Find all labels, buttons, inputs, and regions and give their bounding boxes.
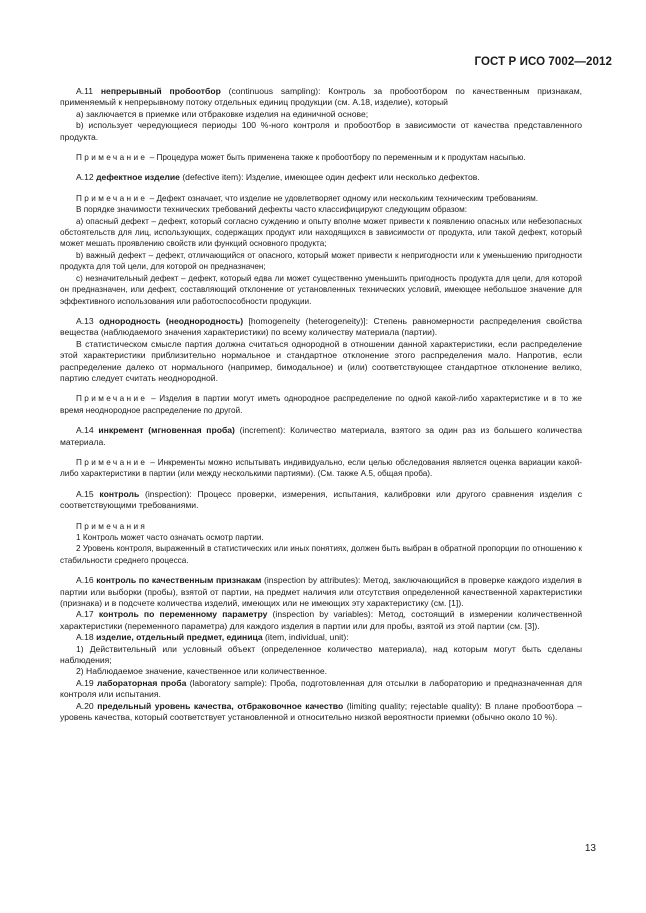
paragraph-a12 xyxy=(60,172,582,183)
document-body xyxy=(60,86,582,724)
clause-number: A.16 xyxy=(76,575,97,586)
list-item: b) важный дефект – дефект, отличающийся от опасного, который может привести к непригодности или к уменьшению пригодности продукта для той цели, для которой он предназначен; xyxy=(60,250,582,272)
term: однородность (неоднородность) xyxy=(99,315,244,326)
note-continuation: В порядке значимости технических требований дефекты часто классифицируют следующим образом: xyxy=(76,205,468,215)
term: контроль xyxy=(99,488,140,499)
paragraph-a11 xyxy=(60,86,582,109)
clause-number: A.13 xyxy=(76,315,100,326)
definition: (inspection by variables): Метод, состоящий в измерении количественной характеристики (переменного параметра) для каждого изделия в партии или для пробы, взятой из этой партии (см. [3]). xyxy=(60,609,582,631)
clause-number: A.12 xyxy=(76,172,97,183)
term: дефектное изделие xyxy=(96,172,180,183)
list-item: c) незначительный дефект – дефект, который едва ли может существенно уменьшить пригодность продукта для цели, для которой он предназначен, или дефект, составляющий отклонение от установленных технических условий, имеющее небольшое значение для эффективного использования или работоспособности продукции. xyxy=(60,273,582,306)
paragraph-a20 xyxy=(60,701,582,724)
note-text: – Дефект означает, что изделие не удовлетворяет одному или нескольким техническим требованиям. xyxy=(147,193,539,203)
paragraph-a19 xyxy=(60,678,582,701)
term: непрерывный пробоотбор xyxy=(100,86,221,96)
document-code: ГОСТ Р ИСО 7002—2012 xyxy=(474,56,612,68)
note-label: Примечание xyxy=(76,153,148,163)
list-item: a) заключается в приемке или отбраковке изделия на единичной основе; xyxy=(76,108,369,119)
paragraph-a15 xyxy=(60,489,582,512)
note-label: Примечание xyxy=(76,193,148,203)
page-number: 13 xyxy=(584,843,596,854)
definition: (item, individual, unit): xyxy=(262,632,349,643)
clause-number: A.17 xyxy=(76,609,99,620)
note xyxy=(60,457,582,480)
list-item: b) использует чередующиеся периоды 100 %-ного контроля и пробоотбор в зависимости от качества представленного продукта. xyxy=(60,120,582,142)
paragraph-a13 xyxy=(60,316,582,339)
term: лабораторная проба xyxy=(96,677,187,688)
term: контроль по качественным признакам xyxy=(96,575,262,586)
list-item: a) опасный дефект – дефект, который согласно суждению и опыту вполне может привести к появлению опасных или небезопасных обстоятельств для лиц, использующих, содержащих продукт или находящихся в зависимости от продукта, или такой дефект, который может мешать проявлению свойств или функций основного продукта; xyxy=(60,216,582,249)
note xyxy=(60,152,582,163)
note xyxy=(60,393,582,416)
definition: (continuous sampling): Контроль за пробоотбором по качественным признакам, применяемый к непрерывному потоку отдельных единиц продукции (см. A.18, изделие), который xyxy=(60,86,582,108)
note-item: 1 Контроль может часто означать осмотр партии. xyxy=(76,533,264,542)
note-item: 2 Уровень контроля, выраженный в статистических или иных понятиях, должен быть выбран в обратной пропорции по отношению к стабильности среднего процесса. xyxy=(60,544,582,565)
clause-number: A.15 xyxy=(76,488,100,499)
term: предельный уровень качества, отбраковочное качество xyxy=(97,700,344,711)
clause-number: A.11 xyxy=(76,86,101,96)
list-item: 1) Действительный или условный объект (определенное количество материала), над которым могут быть сделаны наблюдения; xyxy=(60,643,582,666)
notes-heading xyxy=(60,521,582,532)
note-label: Примечания xyxy=(76,521,148,531)
definition: (limiting quality; rejectable quality): В плане пробоотбора – уровень качества, который соответствует установленной и относительно низкой вероятности приемки (обычно около 10 %). xyxy=(60,700,582,723)
definition: (laboratory sample): Проба, подготовленная для отсылки в лабораторию и предназначенная для контроля или испытания. xyxy=(60,677,582,700)
note-text: – Инкременты можно испытывать индивидуально, если целью обследования является оценка вариации какой-либо характеристики в партии (или между несколькими партиями). (См. также A.5, общая проба). xyxy=(60,457,582,479)
definition: (inspection): Процесс проверки, измерения, испытания, калибровки или другого сравнения изделия с соответствующими требованиями. xyxy=(60,488,582,511)
paragraph-a18 xyxy=(60,632,582,643)
definition: (increment): Количество материала, взятого за один раз из большего количества материала. xyxy=(60,425,582,447)
note-label: Примечание xyxy=(76,394,148,404)
clause-number: A.14 xyxy=(76,425,99,436)
clause-number: A.18 xyxy=(76,632,97,643)
clause-number: A.19 xyxy=(76,677,97,688)
paragraph-a17 xyxy=(60,609,582,632)
definition: (inspection by attributes): Метод, заключающийся в проверке каждого изделия в партии или выборки (пробы), взятой от партии, на предмет наличия или отсутствия определенной качественной характеристики (признака) и в подсчете количества изделий, имеющих или не имеющих эту характеристику (см. [1]). xyxy=(60,575,582,609)
list-item: 2) Наблюдаемое значение, качественное или количественное. xyxy=(76,666,328,677)
paragraph-a14 xyxy=(60,425,582,448)
clause-number: A.20 xyxy=(76,700,98,711)
note-text: – Процедура может быть применена также к пробоотбору по переменным и к продуктам насыпью. xyxy=(147,153,526,163)
paragraph-text: В статистическом смысле партия должна считаться однородной в отношении данной характеристики, если распределение этой характеристики приблизительно нормальное и стандартное отклонение этого распределения мало. Напротив, если распределение далеко от нормального (например, бимодальное) и (или) соответствующее стандартное отклонение велико, партию следует считать неоднородной. xyxy=(60,338,582,383)
note-text: – Изделия в партии могут иметь однородное распределение по одной какой-либо характеристике и в то же время неоднородное распределение по другой. xyxy=(60,394,582,415)
term: изделие, отдельный предмет, единица xyxy=(96,632,263,643)
note-label: Примечание xyxy=(76,457,148,467)
paragraph-a16 xyxy=(60,575,582,609)
definition: (defective item): Изделие, имеющее один дефект или несколько дефектов. xyxy=(179,172,480,183)
definition: [homogeneity (heterogeneity)]: Степень равномерности распределения свойства вещества (наблюдаемого значения характеристики) по всему количеству материала (партии). xyxy=(60,315,582,338)
note xyxy=(60,193,582,204)
term: инкремент (мгновенная проба) xyxy=(98,425,235,436)
term: контроль по переменному параметру xyxy=(98,609,268,620)
